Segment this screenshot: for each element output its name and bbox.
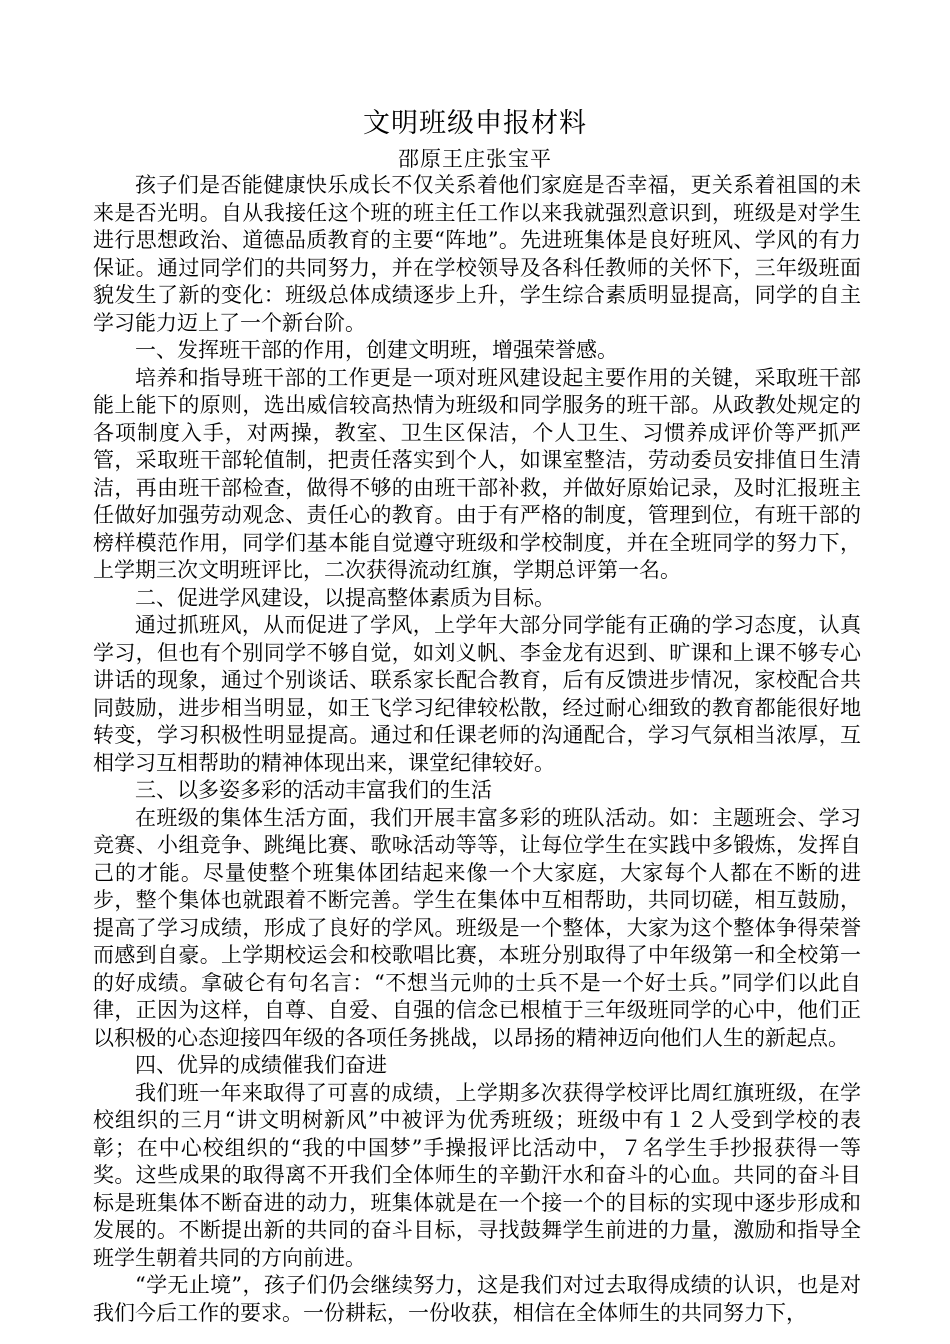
paragraph-intro: 孩子们是否能健康快乐成长不仅关系着他们家庭是否幸福，更关系着祖国的未来是否光明。自从我接任这个班的班主任工作以来我就强烈意识到，班级是对学生进行思想政治、道德品质教育的主要“阵地”。先进班集体是良好班风、学风的有力保证。通过同学们的共同努力，并在学校领导及各科任教师的关怀下，三年级班面貌发生了新的变化：班级总体成绩逐步上升，学生综合素质明显提高，同学的自主学习能力迈上了一个新台阶。 (93, 173, 861, 335)
document-title: 文明班级申报材料 (363, 108, 587, 139)
paragraph-closing: “学无止境”，孩子们仍会继续努力，这是我们对过去取得成绩的认识，也是对我们今后工作的要求。一份耕耘，一份收获，相信在全体师生的共同努力下， (93, 1273, 861, 1325)
paragraph-section-4: 我们班一年来取得了可喜的成绩，上学期多次获得学校评比周红旗班级，在学校组织的三月“讲文明树新风”中被评为优秀班级；班级中有１２人受到学校的表彰；在中心校组织的“我的中国梦”手操报评比活动中，７名学生手抄报获得一等奖。这些成果的取得离不开我们全体师生的辛勤汗水和奋斗的心血。共同的奋斗目标是班集体不断奋进的动力，班集体就是在一个接一个的目标的实现中逐步形成和发展的。不断提出新的共同的奋斗目标，寻找鼓舞学生前进的力量，激励和指导全班学生朝着共同的方向前进。 (93, 1080, 861, 1270)
section-heading-2: 二、促进学风建设，以提高整体素质为目标。 (135, 585, 555, 610)
section-heading-4: 四、优异的成绩催我们奋进 (135, 1053, 387, 1077)
paragraph-section-3: 在班级的集体生活方面，我们开展丰富多彩的班队活动。如：主题班会、学习竞赛、小组竞争、跳绳比赛、歌咏活动等等，让每位学生在实践中多锻炼，发挥自己的才能。尽量使整个班集体团结起来像一个大家庭，大家每个人都在不断的进步，整个集体也就跟着不断完善。学生在集体中互相帮助，共同切磋，相互鼓励，提高了学习成绩，形成了良好的学风。班级是一个整体，大家为这个整体争得荣誉而感到自豪。上学期校运会和校歌唱比赛，本班分别取得了中年级第一和全校第一的好成绩。拿破仑有句名言：“不想当元帅的士兵不是一个好士兵。”同学们以此自律，正因为这样，自尊、自爱、自强的信念已根植于三年级班同学的心中，他们正以积极的心态迎接四年级的各项任务挑战，以昂扬的精神迈向他们人生的新起点。 (93, 805, 861, 1050)
document-body (93, 172, 861, 1327)
section-heading-3: 三、以多姿多彩的活动丰富我们的生活 (135, 778, 492, 802)
paragraph-section-1: 培养和指导班干部的工作更是一项对班风建设起主要作用的关键，采取班干部能上能下的原则，选出威信较高热情为班级和同学服务的班干部。从政教处规定的各项制度入手，对两操，教室、卫生区保洁，个人卫生、习惯养成评价等严抓严管，采取班干部轮值制，把责任落实到个人，如课室整洁，劳动委员安排值日生清洁，再由班干部检查，做得不够的由班干部补救，并做好原始记录，及时汇报班主任做好加强劳动观念、责任心的教育。由于有严格的制度，管理到位，有班干部的榜样模范作用，同学们基本能自觉遵守班级和学校制度，并在全班同学的努力下，上学期三次文明班评比，二次获得流动红旗，学期总评第一名。 (93, 365, 861, 582)
section-heading-1: 一、发挥班干部的作用，创建文明班，增强荣誉感。 (135, 338, 618, 362)
paragraph-section-2: 通过抓班风，从而促进了学风，上学年大部分同学能有正确的学习态度，认真学习，但也有个别同学不够自觉，如刘义帆、李金龙有迟到、旷课和上课不够专心讲话的现象，通过个别谈话、联系家长配合教育，后有反馈进步情况，家校配合共同鼓励，进步相当明显，如王飞学习纪律较松散，经过耐心细致的教育都能很好地转变，学习积极性明显提高。通过和任课老师的沟通配合，学习气氛相当浓厚，互相学习互相帮助的精神体现出来，课堂纪律较好。 (93, 613, 861, 775)
document-author: 邵原王庄张宝平 (398, 147, 552, 171)
